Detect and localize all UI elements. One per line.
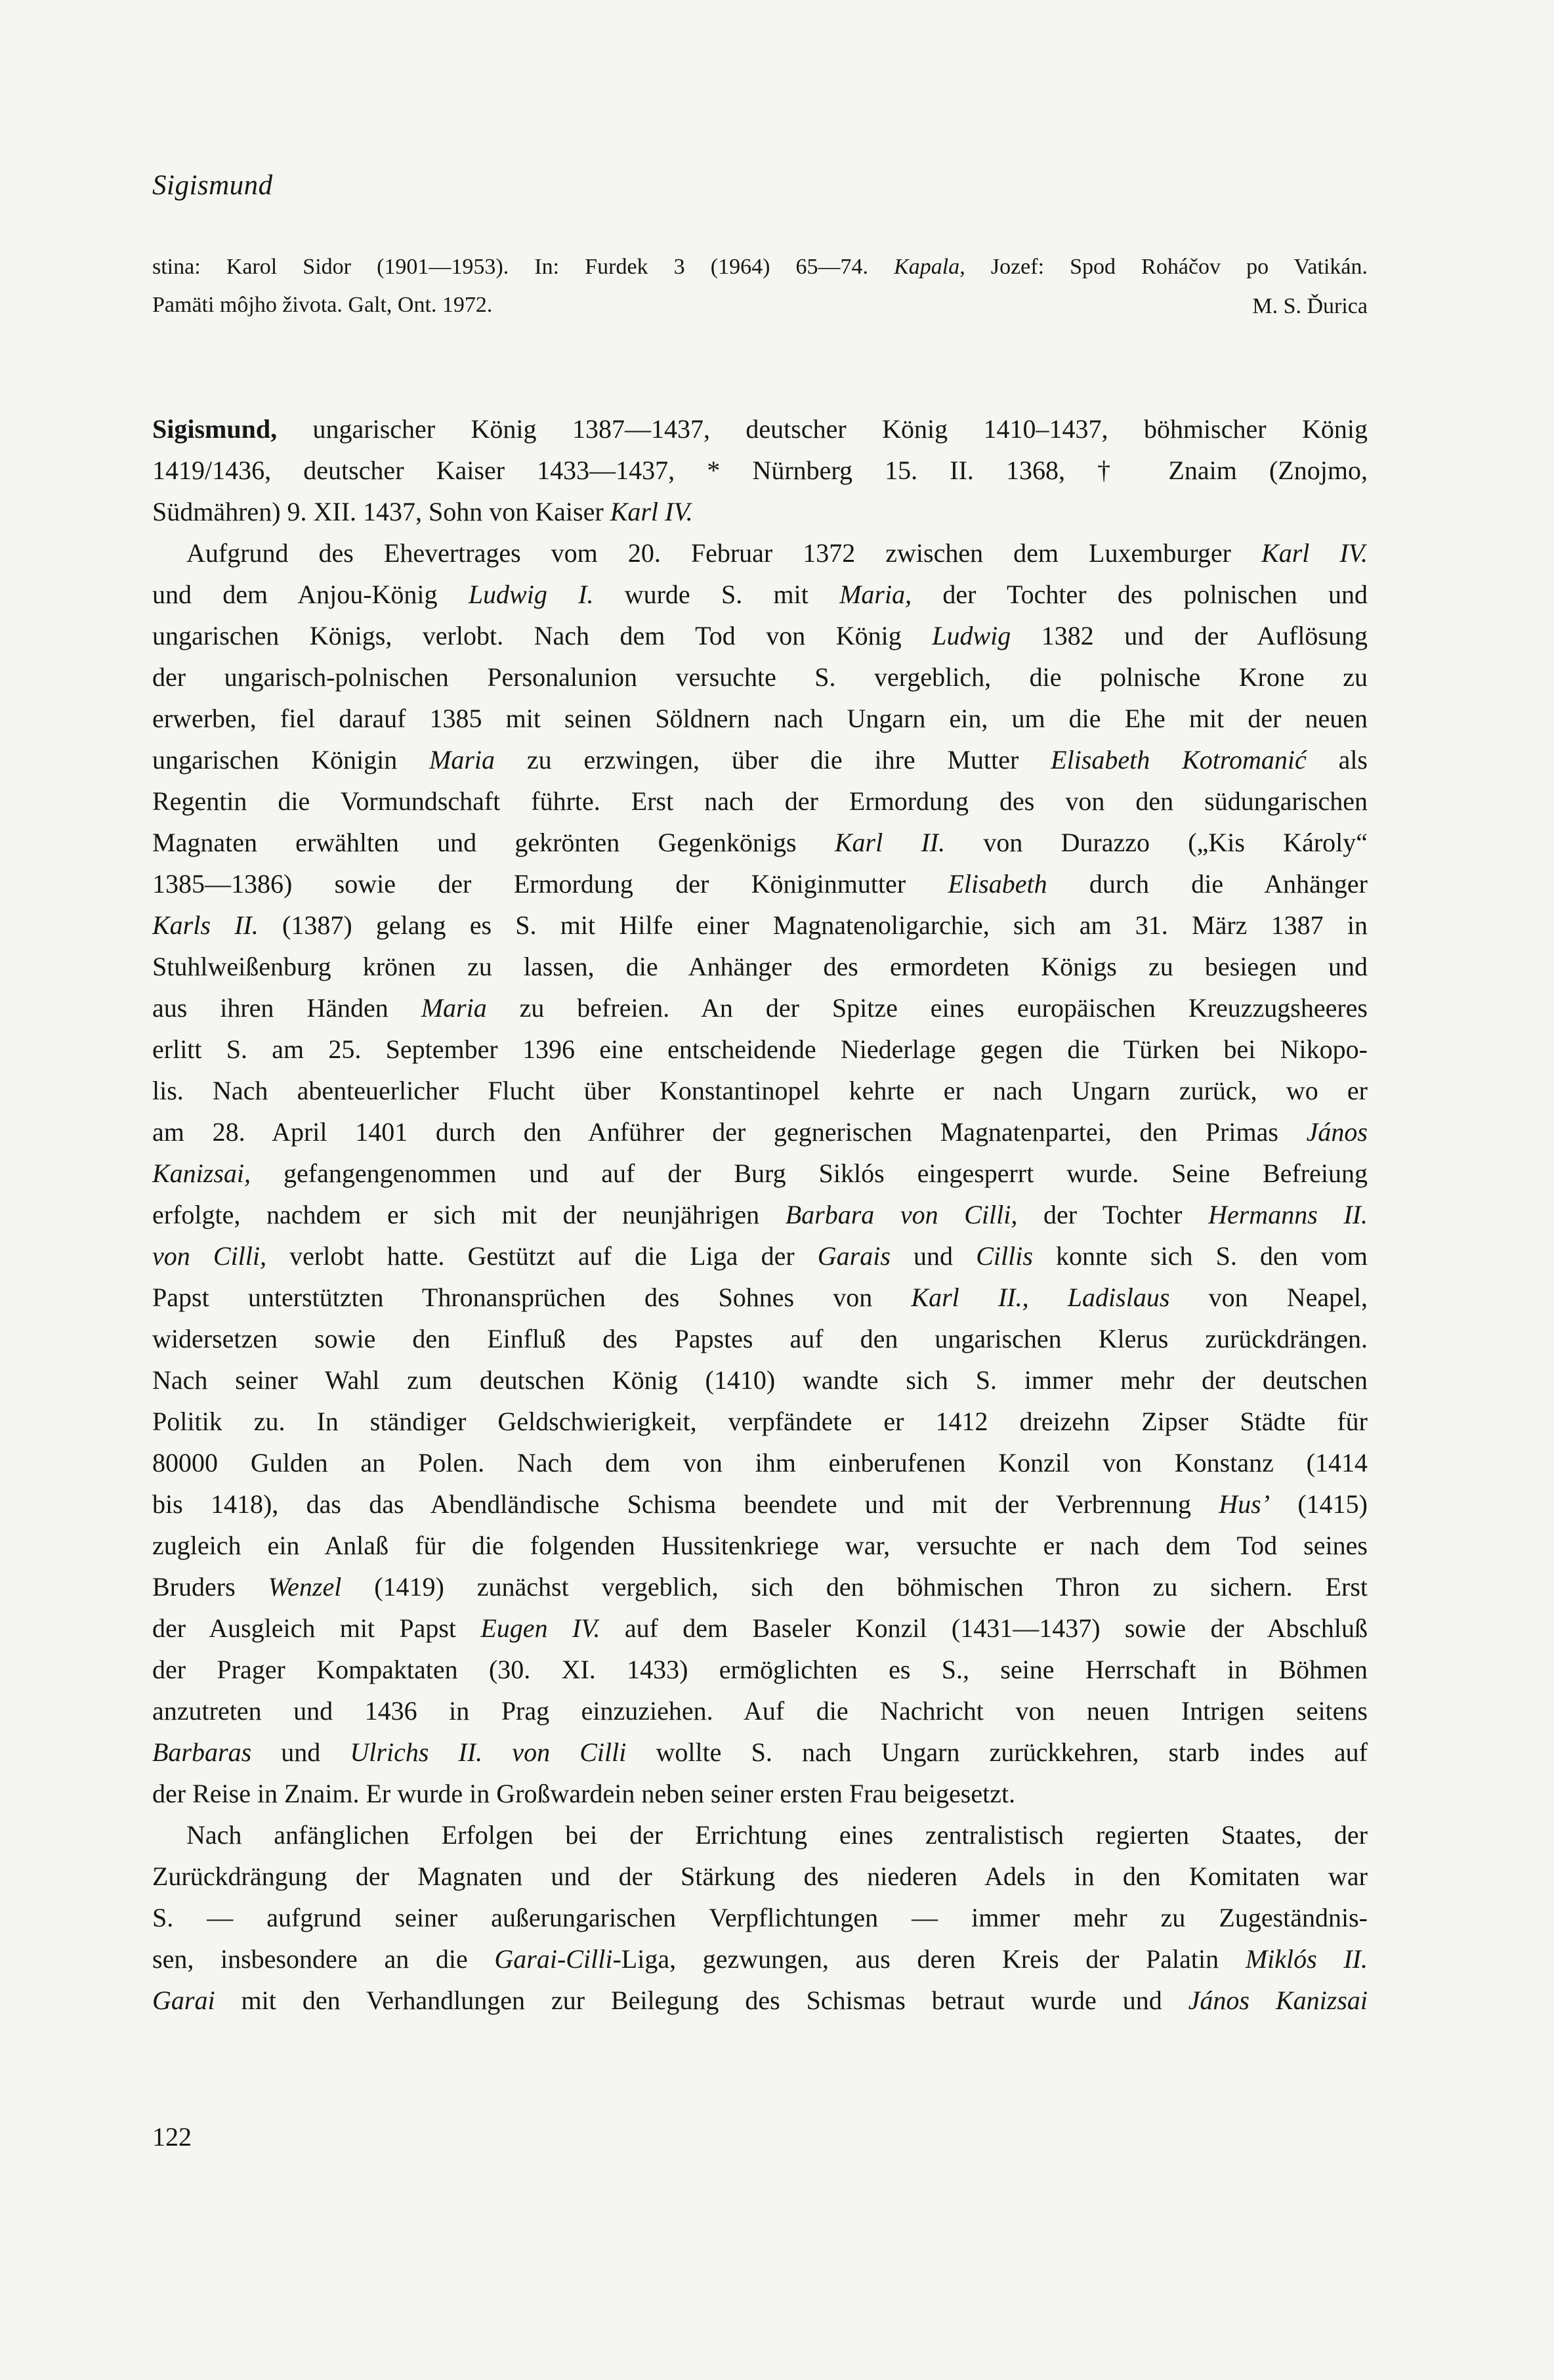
paragraph (152, 1814, 1368, 2021)
text-segment: Zurückdrängung der Magnaten und der Stärkung des niederen Adels in den Komitaten war (152, 1861, 1368, 1891)
text-segment: S. — aufgrund seiner außerungarischen Verpflichtungen — immer mehr zu Zugeständnis- (152, 1903, 1368, 1932)
text-line (152, 1111, 1368, 1153)
text-segment: der Prager Kompaktaten (30. XI. 1433) ermöglichten es S., seine Herrschaft in Böhmen (152, 1655, 1368, 1684)
text-segment: zu befreien. An der Spitze eines europäischen Kreuzzugsheeres (486, 993, 1368, 1023)
text-segment: mit den Verhandlungen zur Beilegung des Schismas betraut wurde und (215, 1986, 1188, 2015)
text-segment: zugleich ein Anlaß für die folgenden Hussitenkriege war, versuchte er nach dem Tod seines (152, 1531, 1368, 1560)
text-segment: verlobt hatte. Gestützt auf die Liga der (266, 1241, 818, 1271)
text-line (152, 574, 1368, 615)
text-line (152, 1483, 1368, 1525)
text-line (152, 1318, 1368, 1359)
bibliography-author: M. S. Ďurica (1252, 294, 1368, 318)
text-line (152, 698, 1368, 739)
text-line (152, 532, 1368, 574)
text-line (152, 1442, 1368, 1483)
text-line (152, 1732, 1368, 1773)
italic-text: Barbara von Cilli, (785, 1200, 1018, 1229)
text-segment (1029, 1283, 1068, 1312)
italic-text: Garai-Cilli- (494, 1944, 621, 1974)
italic-text: Wenzel (268, 1572, 342, 1602)
text-segment: (1415) (1270, 1489, 1368, 1519)
italic-text: Karls II. (152, 910, 259, 940)
italic-text: Karl IV. (1261, 538, 1368, 568)
text-segment: erwerben, fiel darauf 1385 mit seinen Söldnern nach Ungarn ein, um die Ehe mit der neuen (152, 704, 1368, 733)
text-segment: und dem Anjou-König (152, 580, 469, 609)
text-segment: Nach seiner Wahl zum deutschen König (1410) wandte sich S. immer mehr der deutschen (152, 1365, 1368, 1395)
italic-text: Kapala, (894, 255, 965, 279)
text-line (152, 615, 1368, 656)
italic-text: Ludwig (932, 621, 1011, 650)
italic-text: Eugen IV. (480, 1613, 600, 1643)
italic-text: János Kanizsai (1188, 1986, 1368, 2015)
page-number: 122 (152, 2122, 192, 2152)
text-line (152, 1897, 1368, 1938)
text-line (152, 1525, 1368, 1566)
italic-text: Miklós II. (1245, 1944, 1368, 1974)
italic-text: Karl II. (834, 828, 946, 857)
text-line (152, 1690, 1368, 1732)
italic-text: Garai (152, 1986, 215, 2015)
text-segment: ungarischer König 1387—1437, deutscher König 1410–1437, böhmischer König (277, 414, 1368, 444)
text-segment: als (1306, 745, 1368, 775)
text-line (152, 1649, 1368, 1690)
italic-text: Barbaras (152, 1737, 252, 1767)
text-line (152, 1153, 1368, 1194)
text-line (152, 491, 1368, 532)
text-segment: am 28. April 1401 durch den Anführer der gegnerischen Magnatenpartei, den Primas (152, 1117, 1307, 1147)
text-segment: stina: Karol Sidor (1901—1953). In: Furdek 3 (1964) 65—74. (152, 255, 894, 279)
text-segment: und (890, 1241, 976, 1271)
text-segment: durch die Anhänger (1047, 869, 1368, 899)
text-segment: der Ausgleich mit Papst (152, 1613, 481, 1643)
text-segment: gefangengenommen und auf der Burg Siklós eingesperrt wurde. Seine Befreiung (251, 1158, 1368, 1188)
text-line (152, 904, 1368, 946)
text-segment: bis 1418), das das Abendländische Schisma beendete und mit der Verbrennung (152, 1489, 1219, 1519)
text-line (152, 1980, 1368, 2021)
text-line (152, 1194, 1368, 1235)
entry-body (152, 408, 1368, 2021)
italic-text: Hermanns II. (1208, 1200, 1368, 1229)
text-line (152, 286, 1368, 324)
italic-text: János (1306, 1117, 1368, 1147)
text-segment: auf dem Baseler Konzil (1431—1437) sowie der Abschluß (600, 1613, 1368, 1643)
text-segment: widersetzen sowie den Einfluß des Papstes auf den ungarischen Klerus zurückdrängen. (152, 1324, 1368, 1353)
text-segment: der Tochter des polnischen und (912, 580, 1368, 609)
text-line (152, 1607, 1368, 1649)
italic-text: Karl II., (911, 1283, 1029, 1312)
text-segment: ungarischen Königin (152, 745, 430, 775)
text-segment: der Tochter (1017, 1200, 1209, 1229)
text-segment: 1385—1386) sowie der Ermordung der Königinmutter (152, 869, 948, 899)
text-segment: aus ihren Händen (152, 993, 421, 1023)
italic-text: von Cilli, (152, 1241, 267, 1271)
text-line (152, 1773, 1368, 1814)
text-segment: wollte S. nach Ungarn zurückkehren, starb indes auf (626, 1737, 1368, 1767)
text-line (152, 863, 1368, 904)
text-segment: zu erzwingen, über die ihre Mutter (495, 745, 1051, 775)
text-line (152, 987, 1368, 1029)
text-segment: Pamäti môjho života. Galt, Ont. 1972. (152, 293, 493, 317)
text-segment: von Neapel, (1169, 1283, 1368, 1312)
italic-text: Elisabeth Kotromanić (1051, 745, 1307, 775)
italic-text: Maria, (839, 580, 912, 609)
text-line (152, 780, 1368, 822)
text-segment: 1419/1436, deutscher Kaiser 1433—1437, * Nürnberg 15. II. 1368, † Znaim (Znojmo, (152, 456, 1368, 485)
text-line (152, 1814, 1368, 1856)
text-segment: Politik zu. In ständiger Geldschwierigkeit, verpfändete er 1412 dreizehn Zipser Städte für (152, 1407, 1368, 1436)
text-segment: Magnaten erwählten und gekrönten Gegenkönigs (152, 828, 835, 857)
bibliography-lines (152, 248, 1368, 324)
text-segment: lis. Nach abenteuerlicher Flucht über Konstantinopel kehrte er nach Ungarn zurück, wo er (152, 1076, 1368, 1105)
text-segment: und (251, 1737, 350, 1767)
italic-text: Maria (421, 993, 487, 1023)
text-line (152, 248, 1368, 286)
paragraph (152, 408, 1368, 532)
text-segment: Aufgrund des Ehevertrages vom 20. Februar 1372 zwischen dem Luxemburger (186, 538, 1262, 568)
text-segment: erfolgte, nachdem er sich mit der neunjährigen (152, 1200, 786, 1229)
italic-text: Ulrichs II. von Cilli (350, 1737, 627, 1767)
text-segment: der Reise in Znaim. Er wurde in Großwardein neben seiner ersten Frau beigesetzt. (152, 1779, 1016, 1808)
italic-text: Ladislaus (1067, 1283, 1170, 1312)
text-segment: der ungarisch-polnischen Personalunion versuchte S. vergeblich, die polnische Krone zu (152, 662, 1368, 692)
text-segment: Papst unterstützten Thronansprüchen des Sohnes von (152, 1283, 912, 1312)
text-line (152, 1070, 1368, 1111)
text-segment: von Durazzo („Kis Károly“ (945, 828, 1368, 857)
paragraph (152, 532, 1368, 1814)
text-line (152, 450, 1368, 491)
text-segment: Liga, gezwungen, aus deren Kreis der Palatin (621, 1944, 1246, 1974)
text-line (152, 739, 1368, 780)
text-segment: 80000 Gulden an Polen. Nach dem von ihm einberufenen Konzil von Konstanz (1414 (152, 1448, 1368, 1477)
text-line (152, 1029, 1368, 1070)
italic-text: Hus’ (1219, 1489, 1270, 1519)
text-line (152, 946, 1368, 987)
text-segment: Stuhlweißenburg krönen zu lassen, die Anhänger des ermordeten Königs zu besiegen und (152, 952, 1368, 981)
text-line (152, 1235, 1368, 1277)
text-segment: wurde S. mit (593, 580, 840, 609)
text-line (152, 822, 1368, 863)
italic-text: Cillis (976, 1241, 1033, 1271)
running-header: Sigismund (152, 170, 273, 201)
text-line (152, 656, 1368, 698)
text-segment: ungarischen Königs, verlobt. Nach dem Tod von König (152, 621, 933, 650)
text-segment: Jozef: Spod Roháčov po Vatikán. (965, 255, 1368, 279)
text-segment: Nach anfänglichen Erfolgen bei der Errichtung eines zentralistisch regierten Staates, der (186, 1820, 1368, 1850)
text-segment: konnte sich S. den vom (1032, 1241, 1368, 1271)
text-segment: anzutreten und 1436 in Prag einzuziehen. Auf die Nachricht von neuen Intrigen seitens (152, 1696, 1368, 1726)
italic-text: Karl IV. (610, 497, 693, 526)
text-segment: 1382 und der Auflösung (1011, 621, 1368, 650)
bibliography (152, 248, 1368, 324)
text-line (152, 1856, 1368, 1897)
text-line (152, 408, 1368, 450)
italic-text: Garais (817, 1241, 891, 1271)
italic-text: Elisabeth (948, 869, 1047, 899)
bold-text: Sigismund, (152, 414, 278, 444)
text-line (152, 1277, 1368, 1318)
text-segment: (1387) gelang es S. mit Hilfe einer Magnatenoligarchie, sich am 31. März 1387 in (258, 910, 1368, 940)
italic-text: Maria (429, 745, 495, 775)
text-segment: Südmähren) 9. XII. 1437, Sohn von Kaiser (152, 497, 610, 526)
text-segment: sen, insbesondere an die (152, 1944, 495, 1974)
text-segment: (1419) zunächst vergeblich, sich den böhmischen Thron zu sichern. Erst (341, 1572, 1368, 1602)
text-segment: Regentin die Vormundschaft führte. Erst nach der Ermordung des von den südungarischen (152, 786, 1368, 816)
text-segment: erlitt S. am 25. September 1396 eine entscheidende Niederlage gegen die Türken bei Nikopo- (152, 1034, 1368, 1064)
text-line (152, 1401, 1368, 1442)
text-line (152, 1359, 1368, 1401)
text-segment: Bruders (152, 1572, 268, 1602)
text-line (152, 1938, 1368, 1980)
italic-text: Kanizsai, (152, 1158, 251, 1188)
italic-text: Ludwig I. (468, 580, 594, 609)
text-line (152, 1566, 1368, 1607)
